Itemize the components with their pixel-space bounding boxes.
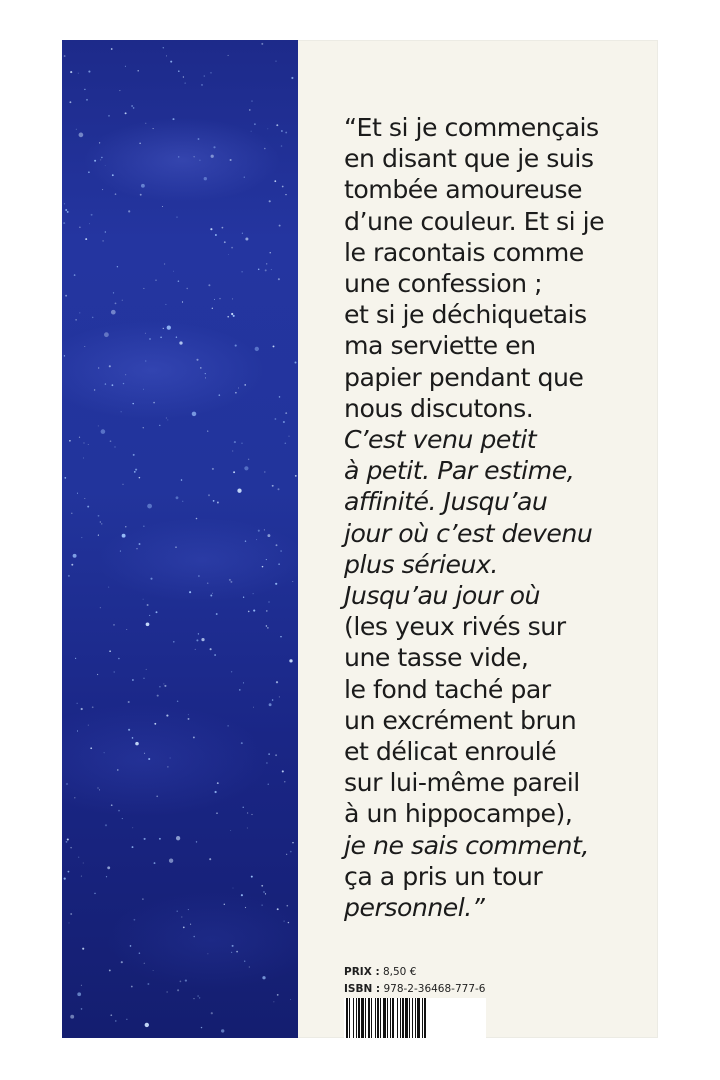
quote-line: (les yeux rivés sur xyxy=(344,612,566,642)
quote-line: ma serviette en xyxy=(344,331,536,361)
quote-line: papier pendant que xyxy=(344,362,584,392)
quote-line: en disant que je suis xyxy=(344,144,594,174)
quote-line: tombée amoureuse xyxy=(344,175,583,205)
quote-line: le fond taché par xyxy=(344,674,551,704)
barcode-icon xyxy=(344,998,486,1038)
quote-line: et délicat enroulé xyxy=(344,737,557,767)
quote-line: à petit. Par estime, xyxy=(344,456,575,486)
quote-line: un excrément brun xyxy=(344,705,577,735)
book-meta xyxy=(344,964,485,998)
star-speckles xyxy=(62,40,298,1038)
isbn-value: 978-2-36468-777-6 xyxy=(383,983,486,995)
quote-line: ça a pris un tour xyxy=(344,861,543,891)
quote-line: Jusqu’au jour où xyxy=(344,581,540,611)
barcode xyxy=(344,998,486,1038)
quote-line: jour où c’est devenu xyxy=(344,518,593,548)
quote-line: sur lui-même pareil xyxy=(344,768,580,798)
quote-text xyxy=(344,112,644,923)
quote-line: “Et si je commençais xyxy=(344,113,599,142)
price-value: 8,50 € xyxy=(382,966,417,978)
isbn-label: ISBN : xyxy=(344,983,381,995)
price-label: PRIX : xyxy=(344,966,380,978)
quote-line: le racontais comme xyxy=(344,237,584,267)
quote-line: à un hippocampe), xyxy=(344,799,573,829)
quote-line: une tasse vide, xyxy=(344,643,529,673)
quote-line: plus sérieux. xyxy=(344,549,498,579)
book-back-cover xyxy=(62,40,658,1038)
starry-blue-panel xyxy=(62,40,298,1038)
quote-line: une confession ; xyxy=(344,269,543,299)
quote-line: nous discutons. xyxy=(344,393,534,423)
quote-line: affinité. Jusqu’au xyxy=(344,487,548,517)
quote-line: d’une couleur. Et si je xyxy=(344,206,605,236)
quote-line: et si je déchiquetais xyxy=(344,300,587,330)
quote-line: je ne sais comment, xyxy=(344,830,589,860)
quote-line: C’est venu petit xyxy=(344,425,537,455)
isbn-line xyxy=(344,981,485,998)
quote-line: personnel.” xyxy=(344,893,485,923)
price-line xyxy=(344,964,485,981)
